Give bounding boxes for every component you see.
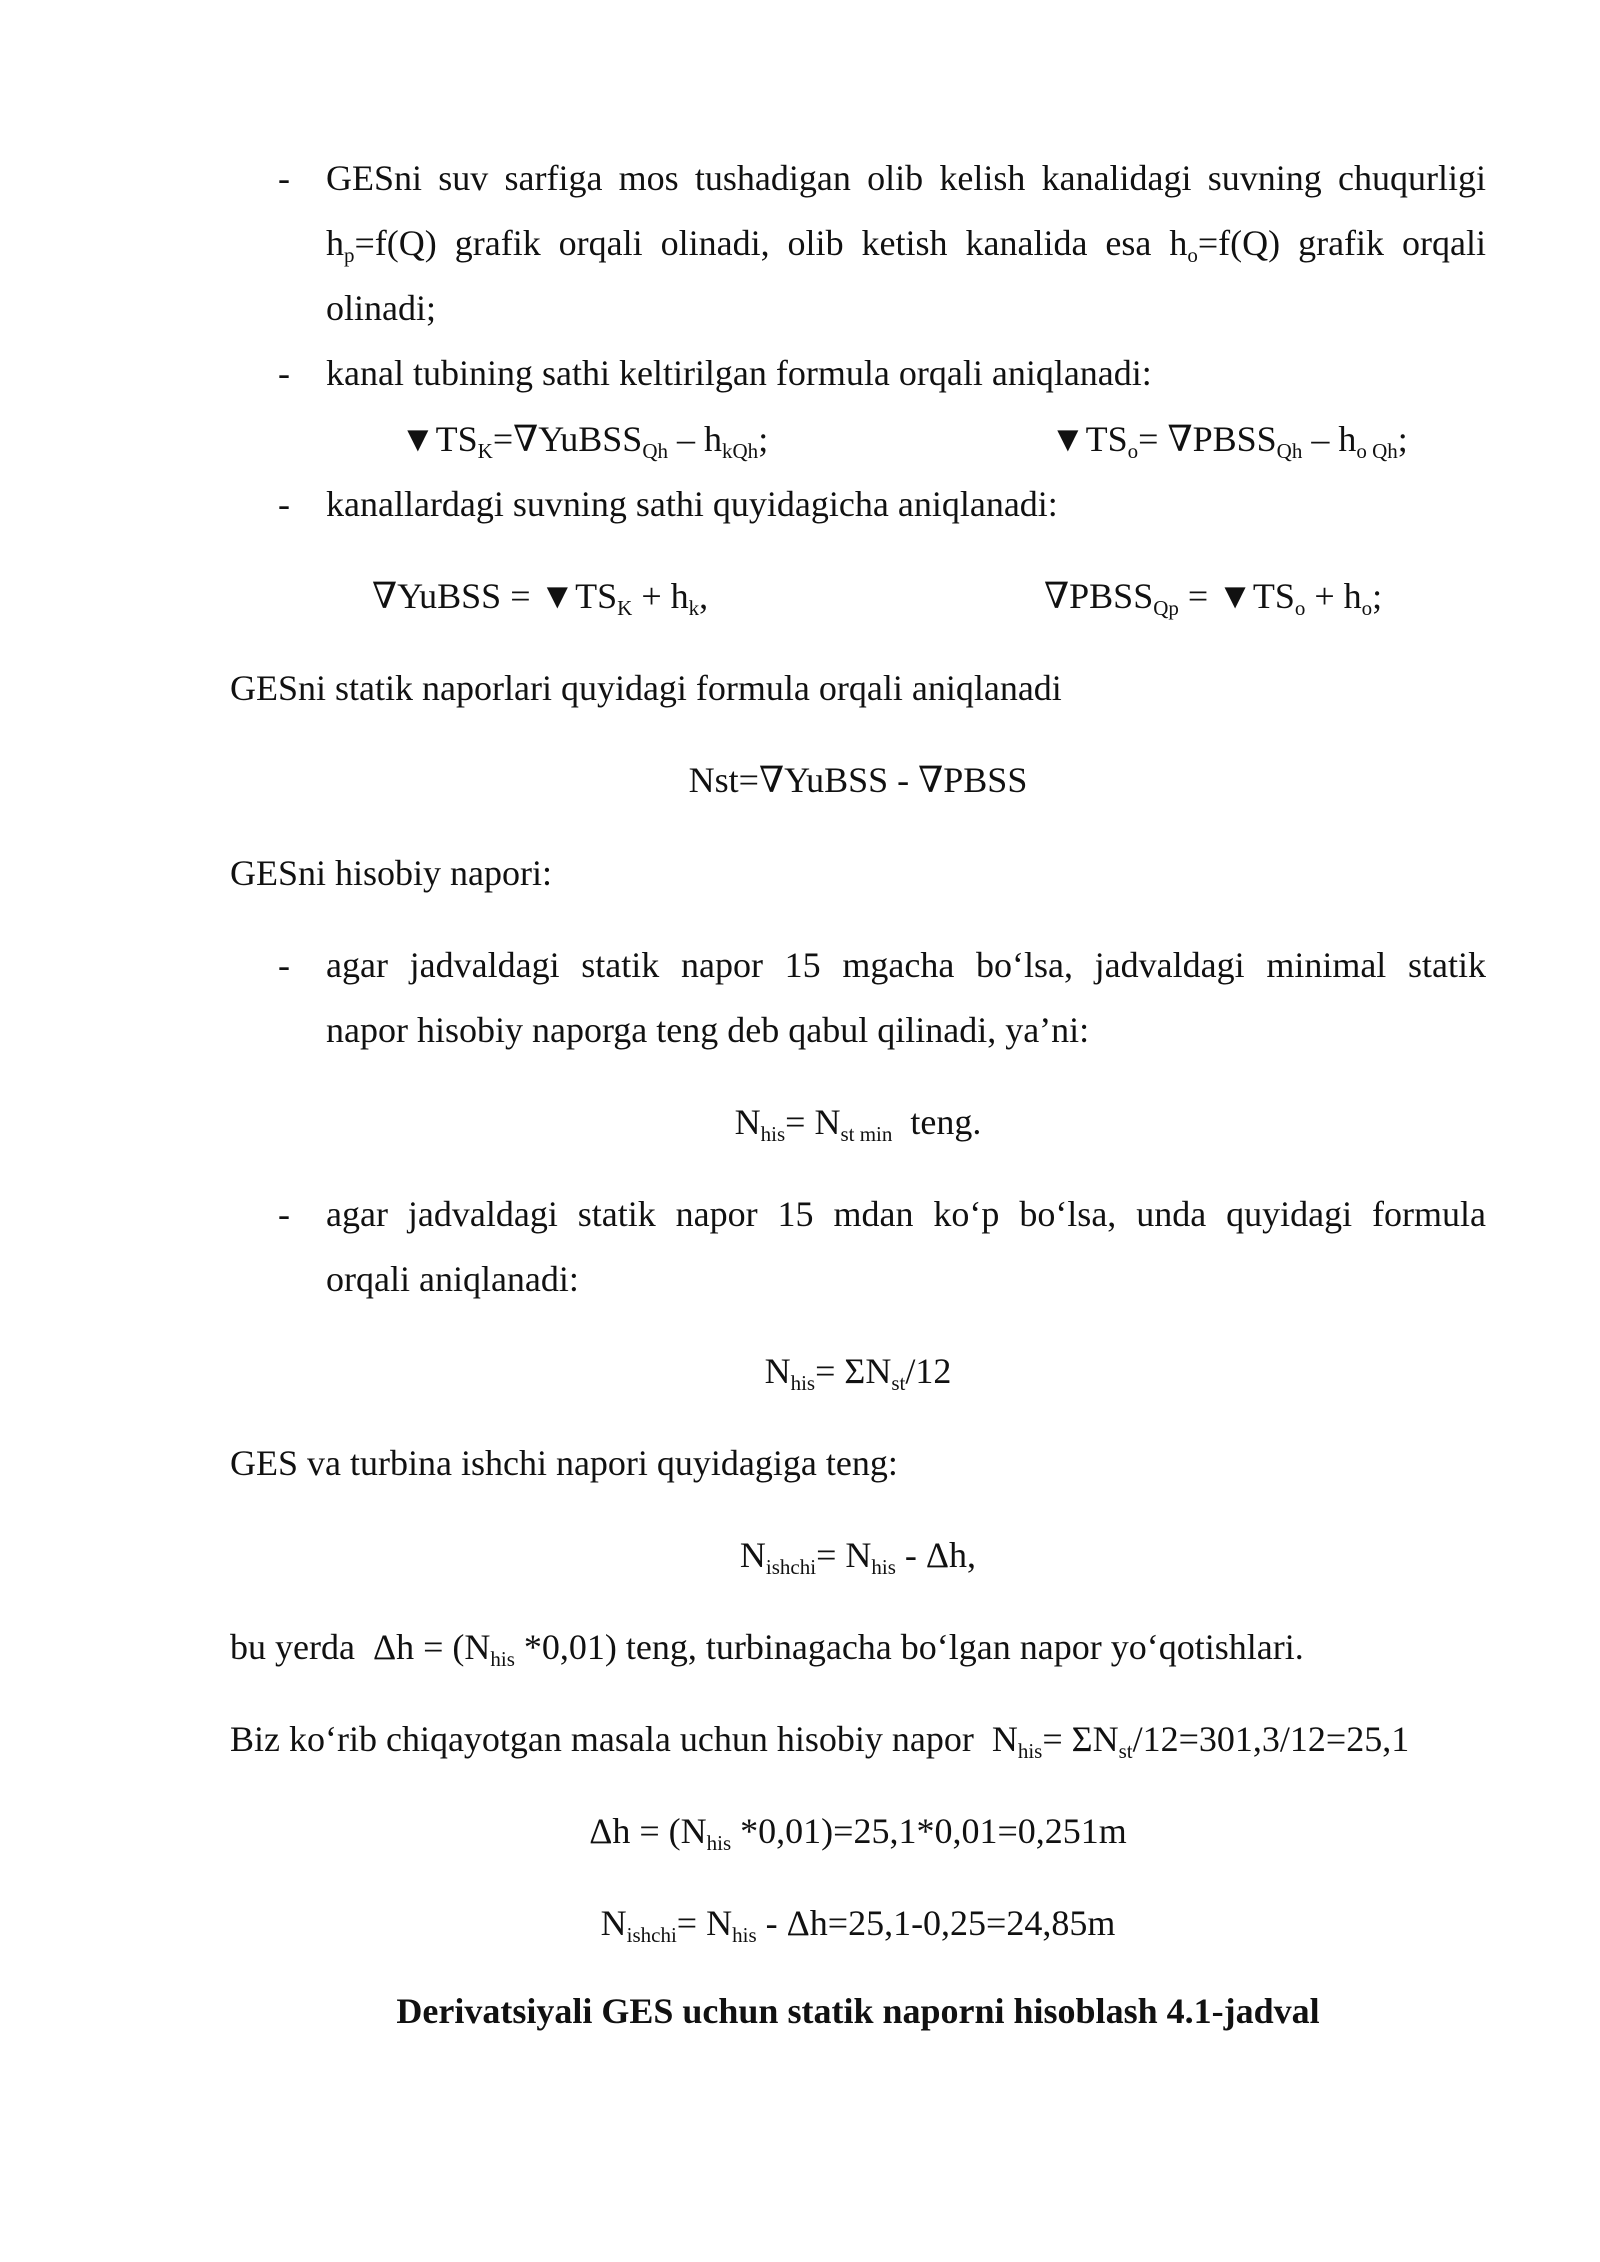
formula-nhis-sum: $N_{his}= \Sigma N_{st}/12$ bbox=[764, 1351, 952, 1395]
paragraph-ishchi: GES va turbina ishchi napori quyidagiga teng: bbox=[230, 1443, 898, 1483]
item5-line2: orqali aniqlanadi: bbox=[326, 1259, 579, 1299]
bullet-dash: - bbox=[278, 484, 290, 524]
paragraph-masala: Biz ko‘rib chiqayotgan masala uchun hisobiy napor $N_{his}= \Sigma N_{st}/12=301,3/12=25,1$ bbox=[230, 1719, 1410, 1763]
bullet-dash: - bbox=[278, 353, 290, 393]
formula-pbss: $\nabla PBSS_{Qp}$ = $▼TS_o + h_o$; bbox=[1044, 576, 1383, 620]
formula-ts-o: $▼TS_o=$ $\nabla PBSS_{Qh} - h_{o Qh}$; bbox=[1050, 419, 1408, 463]
paragraph-statik: GESni statik naporlari quyidagi formula orqali aniqlanadi bbox=[230, 668, 1062, 708]
formula-ts-k: $▼TS_K=\nabla YuBSS_{Qh} - h_{kQh}$; bbox=[400, 419, 769, 463]
item2-text: kanal tubining sathi keltirilgan formula orqali aniqlanadi: bbox=[326, 353, 1152, 393]
formula-yubss: ∇YuBSS = $▼TS_K + h_k$, bbox=[372, 576, 709, 620]
item1-line2: $h_p=f(Q)$ grafik orqali olinadi, olib ketish kanalida esa $h_o=f(Q)$ grafik orqali bbox=[326, 223, 1486, 267]
item4-line2: napor hisobiy naporga teng deb qabul qilinadi, ya’ni: bbox=[326, 1010, 1090, 1050]
formula-nhis-min: $N_{his}= N_{st min}$ teng. bbox=[734, 1102, 982, 1146]
item1-line1: GESni suv sarfiga mos tushadigan olib kelish kanalidagi suvning chuqurligi bbox=[326, 158, 1486, 198]
paragraph-hisobiy: GESni hisobiy napori: bbox=[230, 853, 552, 893]
item5-line1: agar jadvaldagi statik napor 15 mdan ko‘p bo‘lsa, unda quyidagi formula bbox=[326, 1194, 1486, 1234]
formula-delta-h: $\Delta h = (N_{his}$ *0,01)=25,1*0,01=0,251m bbox=[589, 1811, 1127, 1855]
formula-nst: Nst=∇YuBSS - ∇PBSS bbox=[688, 760, 1028, 800]
bullet-dash: - bbox=[278, 158, 290, 198]
item4-line1: agar jadvaldagi statik napor 15 mgacha bo‘lsa, jadvaldagi minimal statik bbox=[326, 945, 1486, 985]
paragraph-bu-yerda: bu yerda $\Delta h = (N_{his}$ *0,01) teng, turbinagacha bo‘lgan napor yo‘qotishlari. bbox=[230, 1627, 1304, 1671]
item3-text: kanallardagi suvning sathi quyidagicha aniqlanadi: bbox=[326, 484, 1058, 524]
formula-nishchi-result: $N_{ishchi}= N_{his} - \Delta h=25,1-0,25=24,85m$ bbox=[600, 1903, 1116, 1947]
bullet-dash: - bbox=[278, 945, 290, 985]
formula-nishchi: $N_{ishchi}= N_{his} - \Delta h$, bbox=[739, 1535, 977, 1579]
table-title: Derivatsiyali GES uchun statik naporni hisoblash 4.1-jadval bbox=[396, 1991, 1320, 2031]
item1-line3: olinadi; bbox=[326, 288, 436, 328]
bullet-dash: - bbox=[278, 1194, 290, 1234]
